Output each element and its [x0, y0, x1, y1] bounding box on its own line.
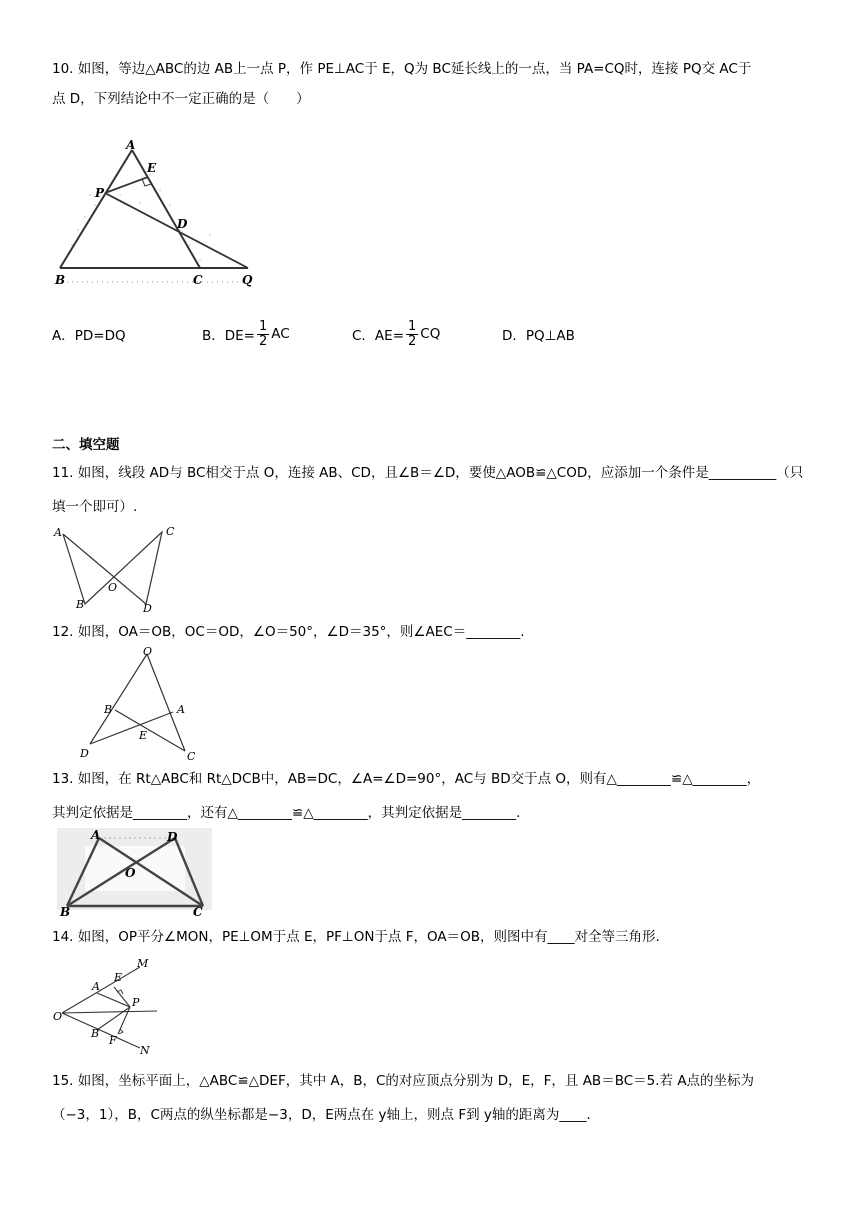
- q10-option-d-text: D．PQ⊥AB: [502, 328, 575, 344]
- q10-figure: [50, 135, 270, 295]
- q11-label-A: A: [54, 526, 62, 539]
- q10-label-C: C: [193, 273, 203, 287]
- q14-label-M: M: [137, 957, 149, 970]
- q13-label-C: C: [193, 905, 203, 918]
- section-title: 二、填空题: [52, 437, 120, 453]
- q12-figure: [75, 646, 195, 764]
- q10-option-c-prefix: C．AE=: [352, 328, 405, 344]
- q14-label-F: F: [109, 1034, 117, 1047]
- q14-stem-line1: 14. 如图，OP平分∠MON，PE⊥OM于点 E，PF⊥ON于点 F，OA＝OB，则图中有____对全等三角形.: [52, 929, 660, 945]
- q10-option-b-prefix: B．DE=: [202, 328, 255, 344]
- q14-label-A: A: [92, 980, 100, 993]
- q10-label-P: P: [95, 186, 105, 200]
- q10-option-a-text: A．PD=DQ: [52, 328, 126, 344]
- q13-label-B: B: [60, 905, 71, 918]
- q10-option-c-numerator: 1: [408, 318, 417, 334]
- q14-label-B: B: [91, 1027, 100, 1040]
- q11-stem-line2: 填一个即可）.: [52, 499, 138, 515]
- q12-label-O: O: [143, 646, 153, 658]
- q10-label-B: B: [55, 273, 66, 287]
- q12-label-B: B: [104, 703, 113, 716]
- q14-label-N: N: [140, 1044, 150, 1057]
- q11-figure: [50, 522, 190, 614]
- q10-option-c-fraction: [406, 320, 418, 349]
- q13-stem-line1: 13. 如图，在 Rt△ABC和 Rt△DCB中，AB=DC，∠A=∠D=90°，AC与 BD交于点 O，则有△________≌△________，: [52, 771, 761, 787]
- q10-label-A: A: [126, 138, 136, 152]
- q10-option-b-fraction: [257, 320, 269, 349]
- q12-label-A: A: [177, 703, 185, 716]
- q10-label-Q: Q: [242, 273, 253, 287]
- q10-option-a[interactable]: [52, 314, 126, 354]
- q12-label-C: C: [187, 750, 195, 763]
- q10-option-d[interactable]: [502, 314, 575, 354]
- q14-label-P: P: [132, 996, 140, 1009]
- q10-option-c[interactable]: [352, 314, 440, 354]
- q10-label-E: E: [147, 161, 157, 175]
- q13-label-O: O: [125, 866, 136, 880]
- q10-option-b-denominator: 2: [259, 333, 268, 349]
- q10-option-b[interactable]: [202, 314, 290, 354]
- q12-label-D: D: [80, 747, 89, 760]
- q13-label-D: D: [167, 830, 178, 844]
- q10-option-b-numerator: 1: [259, 318, 268, 334]
- q12-stem-line1: 12. 如图，OA＝OB，OC＝OD，∠O＝50°，∠D＝35°，则∠AEC＝________.: [52, 624, 525, 640]
- q15-stem-line2: （−3，1），B，C两点的纵坐标都是−3，D，E两点在 y轴上，则点 F到 y轴的距离为____.: [52, 1107, 591, 1123]
- q12-label-E: E: [139, 729, 148, 742]
- q14-label-E: E: [114, 971, 123, 984]
- q11-label-C: C: [166, 525, 175, 538]
- q10-label-D: D: [177, 217, 188, 231]
- q10-stem-line2: 点 D，下列结论中不一定正确的是（ ）: [52, 91, 310, 107]
- q14-label-O: O: [53, 1010, 63, 1023]
- q11-label-B: B: [76, 598, 85, 611]
- q10-option-c-denominator: 2: [408, 333, 417, 349]
- q15-stem-line1: 15. 如图，坐标平面上，△ABC≌△DEF，其中 A，B，C的对应顶点分别为 D，E，F，且 AB＝BC＝5.若 A点的坐标为: [52, 1073, 755, 1089]
- q11-stem-line1: 11. 如图，线段 AD与 BC相交于点 O，连接 AB、CD，且∠B＝∠D，要使△AOB≌△COD，应添加一个条件是__________（只: [52, 465, 804, 481]
- q13-figure: [55, 826, 215, 918]
- q10-option-b-suffix: AC: [271, 326, 290, 342]
- q11-label-D: D: [143, 602, 152, 614]
- q11-label-O: O: [108, 581, 118, 594]
- q10-option-c-suffix: CQ: [420, 326, 441, 342]
- q13-stem-line2: 其判定依据是________，还有△________≌△________，其判定依据是________.: [52, 805, 521, 821]
- q13-label-A: A: [91, 828, 101, 842]
- q10-stem-line1: 10. 如图，等边△ABC的边 AB上一点 P，作 PE⊥AC于 E，Q为 BC延长线上的一点，当 PA=CQ时，连接 PQ交 AC于: [52, 61, 752, 77]
- q14-figure: [52, 953, 172, 1063]
